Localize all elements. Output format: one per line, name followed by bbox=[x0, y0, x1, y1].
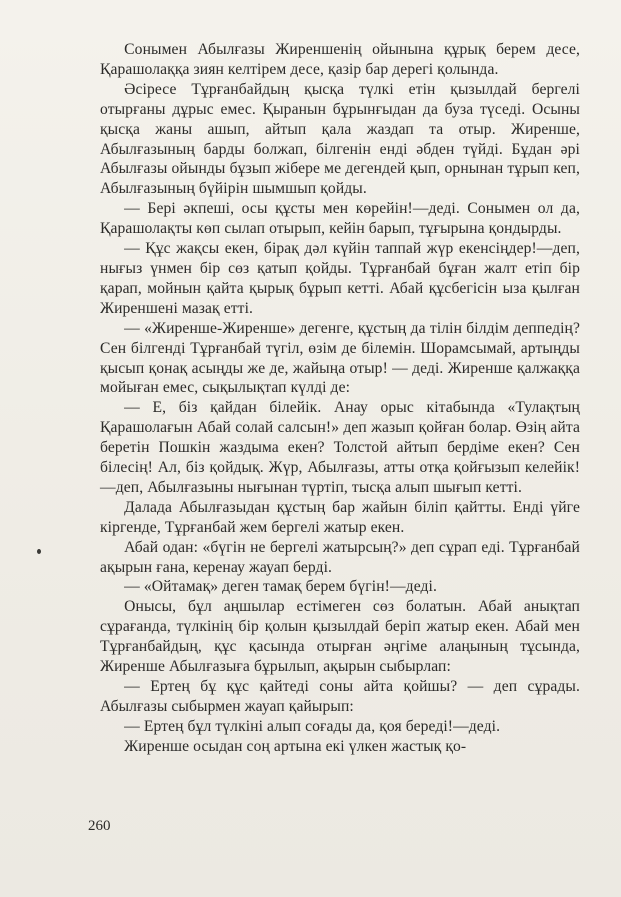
paragraph: — «Жиренше-Жиренше» дегенге, құстың да тілін білдім деппедің? Сен білгенді Тұрғанбай түгіл, өзім де білемін. Шорамсымай, артыңды қысып қонақ асыңды же де, жайыңа отыр! — деді. Жиренше қалжаққа мойыған емес, сықылықтап күлді де: bbox=[100, 319, 580, 397]
paragraph: Онысы, бұл аңшылар естімеген сөз болатын. Абай анықтап сұрағанда, түлкінің бір қолын қызылдай беріп жатыр екен. Абай мен Тұрғанбайдың, құс қасында отырған әңгіме алаңының тұсында, Жиренше Абылғазыға бұрылып, ақырын сыбырлап: bbox=[100, 598, 580, 676]
paragraph: — «Ойтамақ» деген тамақ берем бүгін!—деді. bbox=[124, 578, 437, 596]
paragraph: Әсіресе Тұрғанбайдың қысқа түлкі етін қызылдай бергелі отырғаны дұрыс емес. Қыранын бұрынғыдан да буза түседі. Осыны қысқа жаны ашып, айтып қала жаздап та отыр. Жиренше, Абылғазының барды болжап, білгенін енді әбден түйді. Бұдан әрі Абылғазы ойынды бұзып жібере ме дегендей қып, орнынан тұрып кеп, Абылғазының бүйірін шымшып қойды. bbox=[100, 80, 580, 198]
paragraph: Абай одан: «бүгін не бергелі жатырсың?» деп сұрап еді. Тұрғанбай ақырын ғана, керенау жауап берді. bbox=[100, 538, 580, 576]
paragraph: — Бері әкпеші, осы құсты мен көрейін!—деді. Сонымен ол да, Қарашолақты көп сылап отырып, кейін барып, тұғырына қондырды. bbox=[100, 200, 580, 238]
paragraph: — Е, біз қайдан білейік. Анау орыс кітабында «Тулақтың Қарашолағын Абай солай салсын!» деп жазып қойған болар. Өзің айта беретін Пошкін жаздыма екен? Толстой айтып бердіме екен? Сен білесің! Ал, біз қойдық. Жүр, Абылғазы, атты отқа қойғызып келейік!—деп, Абылғазыны нығынан түртіп, тысқа алып шығып кетті. bbox=[100, 399, 580, 496]
page-number: 260 bbox=[88, 818, 111, 834]
paragraph: — Құс жақсы екен, бірақ дәл күйін таппай жүр екенсіңдер!—деп, нығыз үнмен бір сөз қатып қойды. Тұрғанбай бұған жалт етіп бір қарап, мойнын қайта қырық бұрып кетті. Абай құсбегісін ыза қылған Жиреншені мазақ етті. bbox=[100, 240, 580, 317]
paragraph: Жиренше осыдан соң артына екі үлкен жастық қо- bbox=[124, 737, 467, 755]
paragraph: Сонымен Абылғазы Жиреншенің ойынына құрық берем десе, Қарашолаққа зиян келтірем десе, қазір бар дерегі қолында. bbox=[100, 41, 580, 78]
ink-speck bbox=[37, 549, 41, 554]
body-text bbox=[100, 40, 580, 757]
paragraph: — Ертең бұ құс қайтеді соны айта қойшы? — деп сұрады. Абылғазы сыбырмен жауап қайырып: bbox=[100, 678, 580, 715]
paragraph: — Ертең бұл түлкіні алып соғады да, қоя береді!—деді. bbox=[124, 717, 501, 735]
paragraph: Далада Абылғазыдан құстың бар жайын біліп қайтты. Енді үйге кіргенде, Тұрғанбай жем бергелі жатыр екен. bbox=[100, 498, 580, 536]
